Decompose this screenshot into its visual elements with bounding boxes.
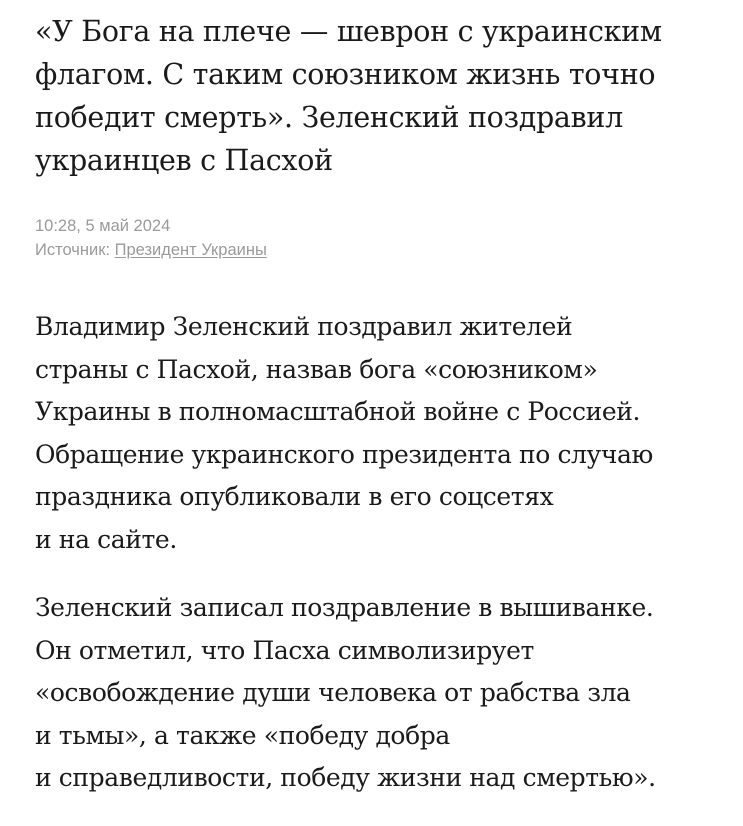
paragraph-line: и справедливости, победу жизни над смертью». bbox=[35, 763, 656, 792]
source-label: Источник: bbox=[35, 241, 111, 259]
source-link[interactable]: Президент Украины bbox=[114, 241, 267, 259]
paragraph-line: «освобождение души человека от рабства зла bbox=[35, 678, 631, 707]
paragraph-line: Обращение украинского президента по случаю bbox=[35, 439, 653, 469]
title-line: «У Бога на плече — шеврон с украинским bbox=[35, 15, 662, 48]
paragraph-line: Владимир Зеленский поздравил жителей bbox=[35, 312, 573, 341]
paragraph-line: Украины в полномасштабной войне с Россией. bbox=[35, 397, 641, 426]
paragraph-line: страны с Пасхой, назвав бога «союзником» bbox=[35, 354, 598, 384]
body-paragraph bbox=[35, 587, 725, 800]
article-meta bbox=[35, 214, 725, 262]
paragraph-line: Зеленский записал поздравление в вышиванке. bbox=[35, 593, 654, 622]
article bbox=[35, 0, 725, 826]
paragraph-line: Он отметил, что Пасха символизирует bbox=[35, 635, 534, 665]
title-line: победит смерть». Зеленский поздравил bbox=[35, 101, 623, 134]
title-line: флагом. С таким союзником жизнь точно bbox=[35, 58, 656, 91]
paragraph-line: и на сайте. bbox=[35, 524, 177, 554]
paragraph-line: праздника опубликовали в его соцсетях bbox=[35, 482, 554, 511]
paragraph-line: и тьмы», а также «победу добра bbox=[35, 720, 450, 750]
publish-timestamp: 10:28, 5 май 2024 bbox=[35, 217, 171, 235]
article-body bbox=[35, 306, 725, 800]
source-row bbox=[35, 238, 725, 262]
title-line: украинцев с Пасхой bbox=[35, 144, 333, 177]
body-paragraph bbox=[35, 306, 725, 561]
article-title bbox=[35, 10, 725, 182]
